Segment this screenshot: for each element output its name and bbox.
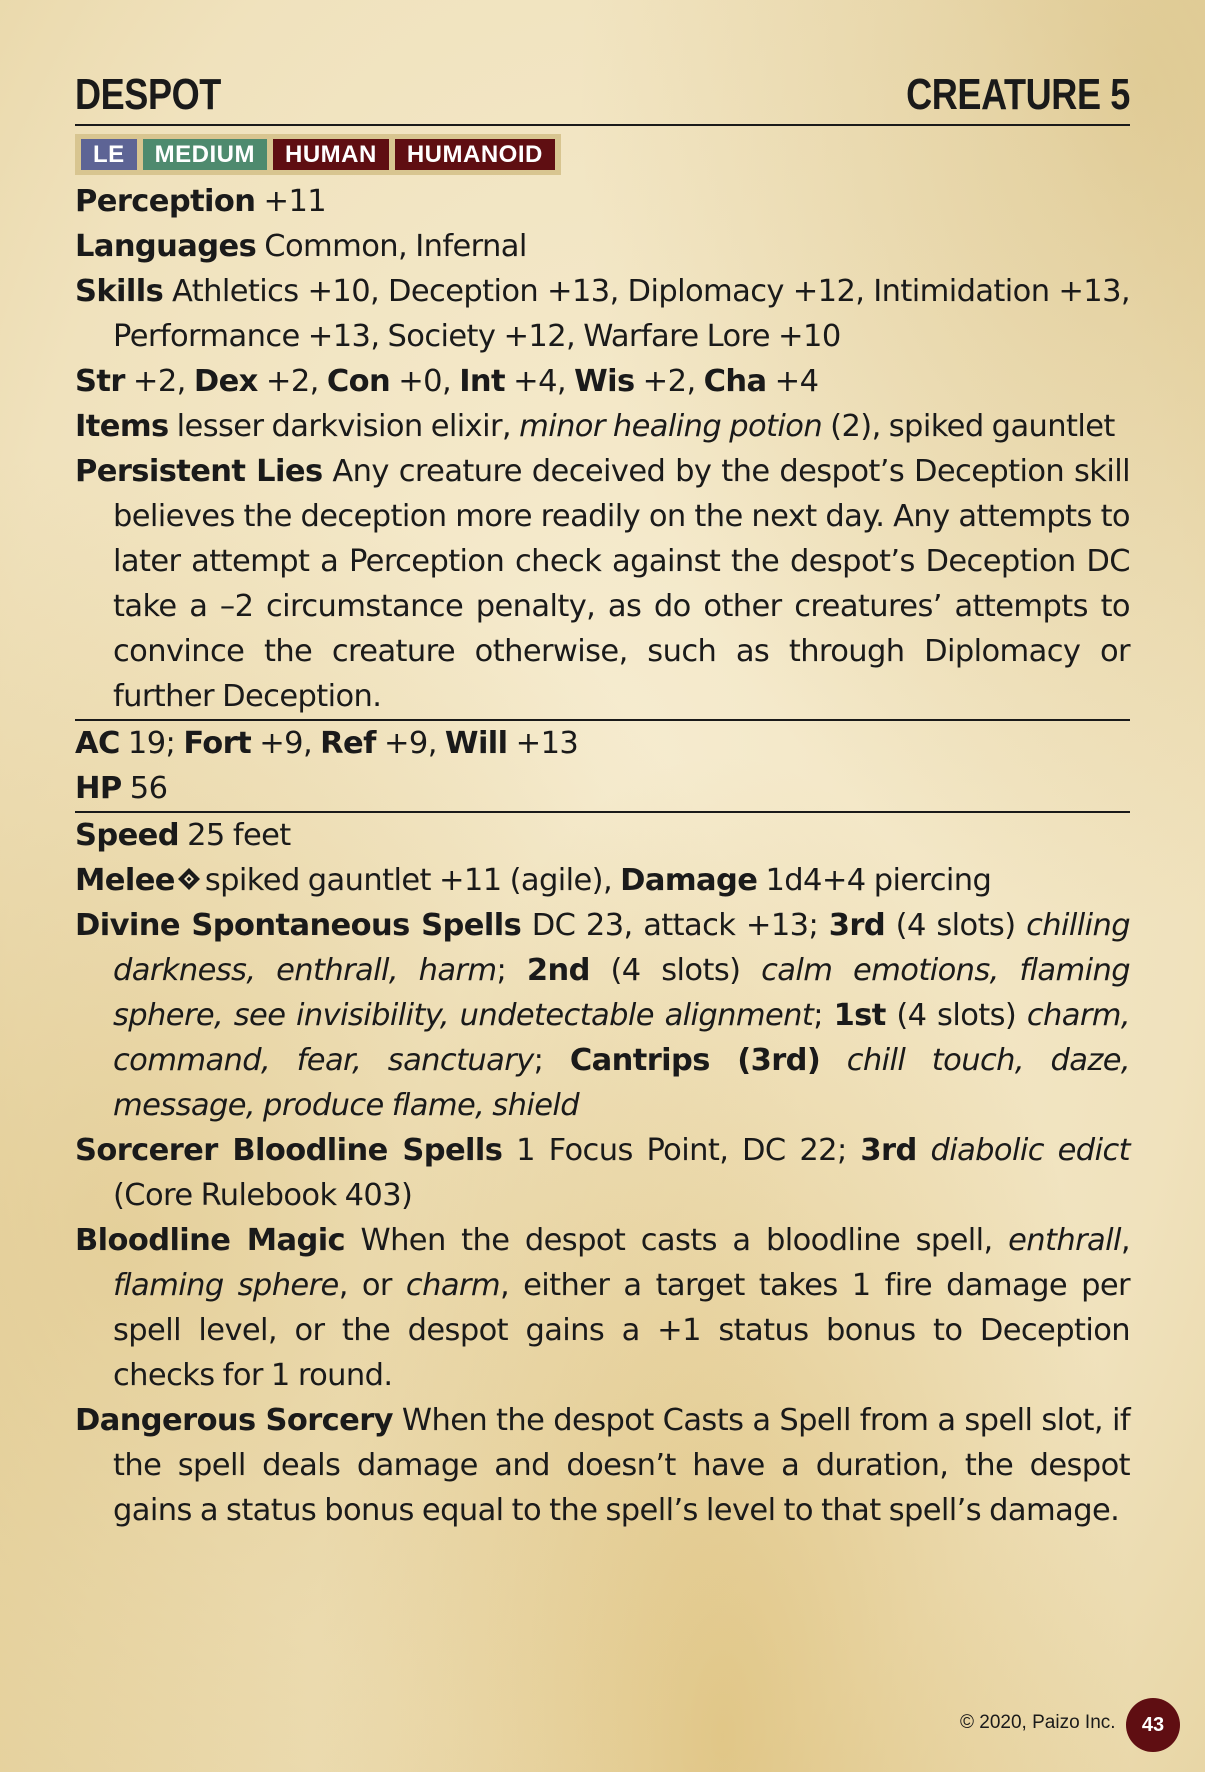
perception-line: Perception +11	[75, 184, 327, 219]
page-number-badge: 43	[1126, 1698, 1180, 1752]
persistent-lies-ability: Persistent Lies Any creature deceived by the despot’s Deception skill believes the deception more readily on the next day. Any attempts to later attempt a Perception check against the despot’s Deception DC take a –2 circumstance penalty, as do other creatures’ attempts to convince the creature otherwise, such as through Diplomacy or further Deception.	[75, 454, 1130, 714]
dangerous-sorcery-ability: Dangerous Sorcery When the despot Casts a Spell from a spell slot, if the spell deals damage and doesn’t have a duration, the despot gains a status bonus equal to the spell’s level to that spell’s damage.	[75, 1403, 1130, 1528]
trait-bar	[75, 134, 561, 175]
attributes-line: Str +2, Dex +2, Con +0, Int +4, Wis +2, Cha +4	[75, 364, 819, 399]
trait-size: MEDIUM	[143, 139, 267, 170]
stat-block-header	[75, 68, 1130, 126]
single-action-icon	[177, 867, 201, 891]
creature-level: CREATURE 5	[906, 70, 1130, 119]
copyright-notice: © 2020, Paizo Inc.	[960, 1712, 1116, 1733]
bloodline-magic-ability: Bloodline Magic When the despot casts a bloodline spell, enthrall, flaming sphere, or charm, either a target takes 1 fire damage per spell level, or the despot gains a +1 status bonus to Deception checks for 1 round.	[75, 1223, 1130, 1393]
stat-block	[75, 68, 1130, 1533]
trait-alignment: LE	[81, 139, 137, 170]
stat-block-body	[75, 179, 1130, 1533]
trait-humanoid: HUMANOID	[395, 139, 555, 170]
divine-spells-line: Divine Spontaneous Spells DC 23, attack +13; 3rd (4 slots) chilling darkness, enthrall, harm; 2nd (4 slots) calm emotions, flaming sphere, see invisibility, undetectable alignment; 1st (4 slots) charm, command, fear, sanctuary; Cantrips (3rd) chill touch, daze, message, produce flame, shield	[75, 908, 1131, 1123]
trait-human: HUMAN	[273, 139, 389, 170]
melee-line: Melee spiked gauntlet +11 (agile), Damage 1d4+4 piercing	[75, 863, 992, 898]
skills-line: Skills Athletics +10, Deception +13, Diplomacy +12, Intimidation +13, Performance +13, Society +12, Warfare Lore +10	[75, 274, 1130, 354]
defense-line: AC 19; Fort +9, Ref +9, Will +13	[75, 726, 579, 761]
bloodline-spells-line: Sorcerer Bloodline Spells 1 Focus Point, DC 22; 3rd diabolic edict (Core Rulebook 403)	[75, 1133, 1130, 1213]
hp-line: HP 56	[75, 771, 168, 806]
languages-line: Languages Common, Infernal	[75, 229, 527, 264]
creature-name: DESPOT	[75, 70, 221, 119]
items-line: Items lesser darkvision elixir, minor healing potion (2), spiked gauntlet	[75, 409, 1115, 444]
speed-line: Speed 25 feet	[75, 818, 291, 853]
